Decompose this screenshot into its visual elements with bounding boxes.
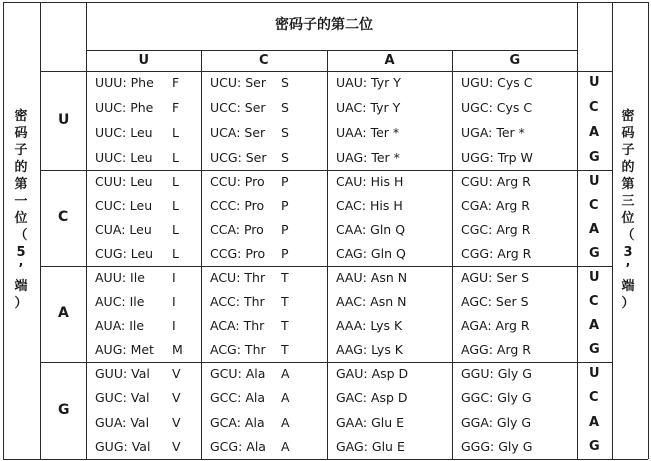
codon-cell: CAC: His H [336,198,403,213]
grid-line [86,50,577,51]
grid-line [3,2,648,3]
label-char: 5 [16,245,26,260]
label-char: 码 [14,126,28,141]
amino-acid-code: V [172,438,181,454]
label-char: 密 [621,109,635,124]
codon-cell: CUG: Leu [95,246,154,261]
codon-cell: CAG: Gln Q [336,246,406,261]
label-char: 位 [14,211,28,226]
label-char: 端 [621,279,635,294]
amino-acid-code: V [172,414,181,430]
codon-cell: UCA: Ser [210,124,266,140]
third-position-letter: U [589,270,600,285]
codon-cell: GAA: Glu E [336,414,405,430]
label-char: ） [621,296,635,311]
third-position-label [617,110,639,314]
codon-cell: ACG: Thr [210,342,266,357]
amino-acid-code: S [281,100,289,116]
codon-cell: CUA: Leu [95,222,152,237]
codon-cell: AGA: Arg R [461,318,530,333]
amino-acid-code: I [172,294,176,309]
grid-line [40,362,612,363]
third-position-letter: G [589,149,600,165]
codon-cell: GGU: Gly G [461,366,532,382]
grid-line [40,71,612,72]
codon-cell: CCU: Pro [210,174,265,189]
amino-acid-code: T [281,342,289,357]
codon-cell: UAA: Ter * [336,124,400,140]
amino-acid-code: T [281,318,289,333]
codon-cell: GUU: Val [95,366,150,382]
second-position-header: G [509,53,521,68]
codon-cell: GAG: Glu E [336,438,405,454]
third-position-letter: G [589,246,600,261]
codon-cell: GCU: Ala [210,366,266,382]
codon-cell: CGG: Arg R [461,246,532,261]
third-position-letter: C [589,100,599,116]
amino-acid-code: A [281,390,290,406]
label-char: 码 [621,126,635,141]
label-char: 一 [14,194,28,209]
codon-cell: AAG: Lys K [336,342,403,357]
label-char: 第 [14,177,28,192]
codon-cell: GUA: Val [95,414,150,430]
label-char: 位 [621,211,635,226]
amino-acid-code: A [281,366,290,382]
codon-cell: UUU: Phe [95,75,154,91]
codon-cell: CAA: Gln Q [336,222,406,237]
table-title: 密码子的第二位 [275,17,373,33]
codon-cell: CAU: His H [336,174,404,189]
codon-cell: UGG: Trp W [461,149,533,165]
amino-acid-code: F [172,100,180,116]
grid-line [612,2,613,459]
grid-line [452,50,453,459]
grid-line [3,459,648,460]
codon-cell: UGU: Cys C [461,75,533,91]
amino-acid-code: I [172,270,176,285]
codon-cell: GGC: Gly G [461,390,532,406]
first-position-label [10,110,32,314]
codon-cell: GGA: Gly G [461,414,532,430]
first-position-letter: C [58,209,69,225]
third-position-letter: C [589,198,599,213]
amino-acid-code: A [281,438,290,454]
codon-cell: AUG: Met [95,342,154,357]
amino-acid-code: V [172,390,181,406]
codon-cell: GUG: Val [95,438,151,454]
amino-acid-code: S [281,124,289,140]
amino-acid-code: A [281,414,290,430]
label-char: 子 [14,143,28,158]
codon-cell: CUU: Leu [95,174,153,189]
second-position-header: A [384,53,395,68]
label-char: 三 [621,194,635,209]
codon-cell: AAU: Asn N [336,270,408,285]
third-position-letter: C [589,390,599,406]
amino-acid-code: L [172,222,179,237]
label-char: ） [14,296,28,311]
amino-acid-code: S [281,149,289,165]
label-char: 子 [621,143,635,158]
codon-cell: AGC: Ser S [461,294,529,309]
label-char: 第 [621,177,635,192]
codon-cell: GCA: Ala [210,414,265,430]
codon-cell: ACA: Thr [210,318,265,333]
second-position-header: C [259,53,269,68]
third-position-letter: C [589,294,599,309]
codon-cell: CCA: Pro [210,222,264,237]
codon-cell: CGU: Arg R [461,174,531,189]
amino-acid-code: P [281,246,289,261]
second-position-header: U [138,53,150,68]
amino-acid-code: L [172,246,179,261]
label-char: ’ [625,262,631,277]
third-position-letter: G [589,438,600,454]
label-char: 密 [14,109,28,124]
third-position-letter: G [589,342,600,357]
grid-line [40,170,612,171]
label-char: 的 [14,160,28,175]
codon-cell: UUC: Leu [95,149,153,165]
third-position-letter: U [589,75,600,91]
grid-line [648,2,649,459]
amino-acid-code: L [172,174,179,189]
codon-cell: UUC: Leu [95,124,153,140]
codon-cell: UUC: Phe [95,100,154,116]
grid-line [3,2,4,459]
codon-cell: GGG: Gly G [461,438,533,454]
codon-cell: GUC: Val [95,390,150,406]
first-position-letter: A [58,305,69,321]
codon-cell: UCU: Ser [210,75,266,91]
grid-line [40,266,612,267]
grid-line [327,50,328,459]
first-position-letter: U [58,111,70,128]
amino-acid-code: T [281,294,289,309]
codon-cell: CCG: Pro [210,246,266,261]
codon-cell: UAG: Ter * [336,149,400,165]
codon-cell: AAC: Asn N [336,294,407,309]
codon-cell: AAA: Lys K [336,318,403,333]
amino-acid-code: S [281,75,289,91]
codon-cell: AGG: Arg R [461,342,531,357]
third-position-letter: A [589,124,600,140]
label-char: ’ [18,262,24,277]
codon-cell: AUA: Ile [95,318,145,333]
label-char: （ [621,228,635,243]
codon-cell: CUC: Leu [95,198,153,213]
label-char: 3 [623,245,633,260]
third-position-letter: A [589,414,600,430]
codon-cell: CCC: Pro [210,198,265,213]
amino-acid-code: V [172,366,181,382]
amino-acid-code: L [172,198,179,213]
third-position-letter: A [589,222,600,237]
codon-cell: UCC: Ser [210,100,266,116]
codon-cell: ACC: Thr [210,294,265,309]
codon-cell: GAC: Asp D [336,390,408,406]
amino-acid-code: L [172,124,179,140]
codon-cell: AUU: Ile [95,270,145,285]
codon-cell: ACU: Thr [210,270,266,285]
codon-cell: UGA: Ter * [461,124,525,140]
label-char: 端 [14,279,28,294]
amino-acid-code: I [172,318,176,333]
codon-cell: UGC: Cys C [461,100,533,116]
grid-line [201,50,202,459]
amino-acid-code: P [281,198,289,213]
amino-acid-code: P [281,174,289,189]
amino-acid-code: P [281,222,289,237]
amino-acid-code: L [172,149,179,165]
codon-cell: CGA: Arg R [461,198,530,213]
codon-cell: AUC: Ile [95,294,145,309]
third-position-letter: U [589,366,600,382]
amino-acid-code: T [281,270,289,285]
amino-acid-code: F [172,75,180,91]
first-position-letter: G [58,401,70,418]
codon-cell: UAC: Tyr Y [336,100,401,116]
codon-cell: AGU: Ser S [461,270,530,285]
codon-cell: GCC: Ala [210,390,266,406]
codon-cell: UCG: Ser [210,149,267,165]
label-char: 的 [621,160,635,175]
third-position-letter: U [589,174,600,189]
third-position-letter: A [589,318,600,333]
codon-cell: UAU: Tyr Y [336,75,401,91]
codon-cell: CGC: Arg R [461,222,531,237]
label-char: （ [14,228,28,243]
codon-cell: GAU: Asp D [336,366,409,382]
codon-cell: GCG: Ala [210,438,266,454]
amino-acid-code: M [172,342,183,357]
